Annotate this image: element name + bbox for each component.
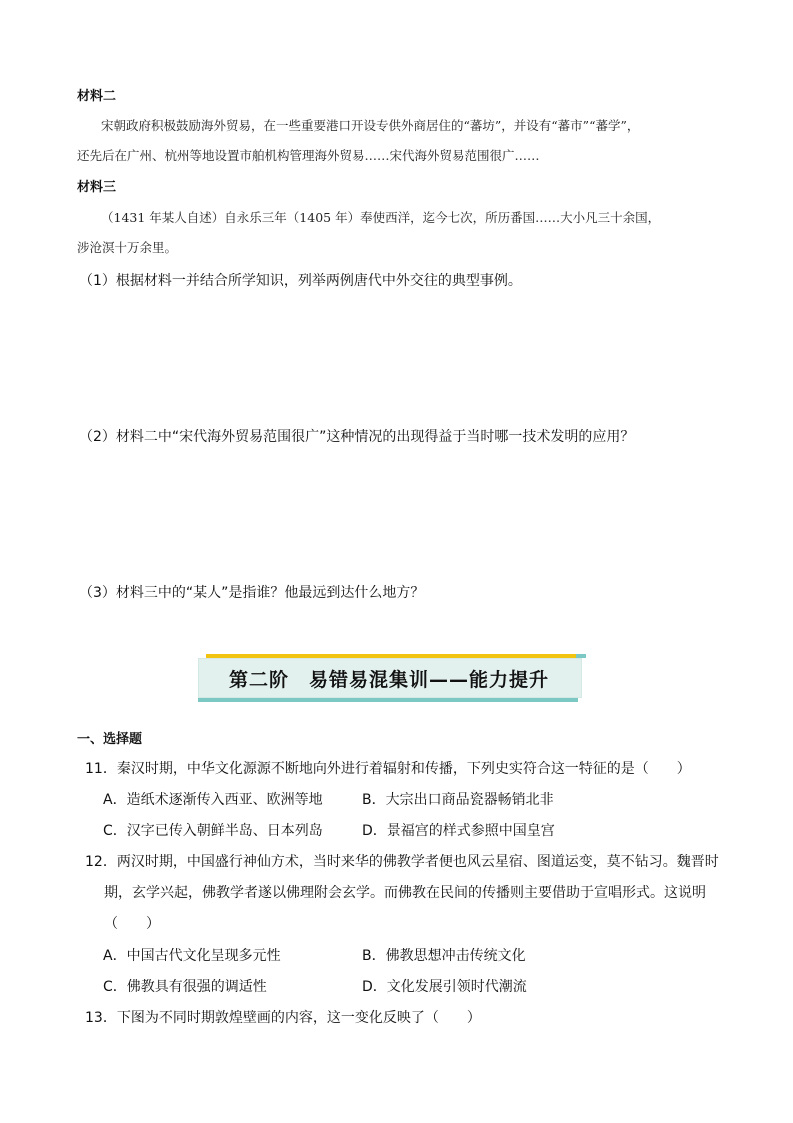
material2-text-line2: 还先后在广州、杭州等地设置市舶机构管理海外贸易……宋代海外贸易范围很广……: [77, 148, 540, 163]
question-12-option-c: C．佛教具有很强的调适性: [103, 979, 267, 995]
question-2: （2）材料二中“宋代海外贸易范围很广”这种情况的出现得益于当时哪一技术发明的应用？: [79, 429, 635, 445]
question-12-option-b: B．佛教思想冲击传统文化: [362, 948, 526, 964]
question-12-option-d: D．文化发展引领时代潮流: [362, 979, 527, 995]
question-12-stem-line3: （ ）: [104, 916, 160, 932]
material3-label: 材料三: [77, 180, 117, 195]
question-12-option-a: A．中国古代文化呈现多元性: [103, 948, 281, 964]
banner-title: 第二阶 易错易混集训——能力提升: [228, 669, 549, 691]
section-banner: [198, 654, 586, 702]
question-3: （3）材料三中的“某人”是指谁？他最远到达什么地方？: [79, 585, 425, 601]
section-title: 一、选择题: [77, 732, 143, 747]
question-1: （1）根据材料一并结合所学知识，列举两例唐代中外交往的典型事例。: [79, 273, 522, 289]
question-11-option-c: C．汉字已传入朝鲜半岛、日本列岛: [103, 823, 323, 839]
question-13-stem: 13．下图为不同时期敦煌壁画的内容，这一变化反映了（ ）: [85, 1010, 481, 1026]
question-11-option-b: B．大宗出口商品瓷器畅销北非: [362, 792, 554, 808]
question-12-stem-line2: 期，玄学兴起，佛教学者遂以佛理附会玄学。而佛教在民间的传播则主要借助于宣唱形式。这说明: [104, 885, 706, 901]
question-11-option-a: A．造纸术逐渐传入西亚、欧洲等地: [103, 792, 323, 808]
question-11-option-d: D．景福宫的样式参照中国皇宫: [362, 823, 555, 839]
material2-text-line1: 宋朝政府积极鼓励海外贸易，在一些重要港口开设专供外商居住的“蕃坊”，并设有“蕃市”“蕃学”，: [101, 118, 640, 133]
material3-text-line1: （1431 年某人自述）自永乐三年（1405 年）奉使西洋，迄今七次，所历番国……大小凡三十余国，: [101, 210, 661, 225]
banner-bottom-stripe: [198, 698, 578, 702]
material2-label: 材料二: [77, 89, 117, 104]
question-12-stem-line1: 12．两汉时期，中国盛行神仙方术，当时来华的佛教学者便也风云星宿、图道运变，莫不钻习。魏晋时: [85, 854, 719, 870]
material3-text-line2: 涉沧溟十万余里。: [77, 240, 178, 255]
question-11-stem: 11．秦汉时期，中华文化源源不断地向外进行着辐射和传播，下列史实符合这一特征的是（ ）: [85, 761, 691, 777]
